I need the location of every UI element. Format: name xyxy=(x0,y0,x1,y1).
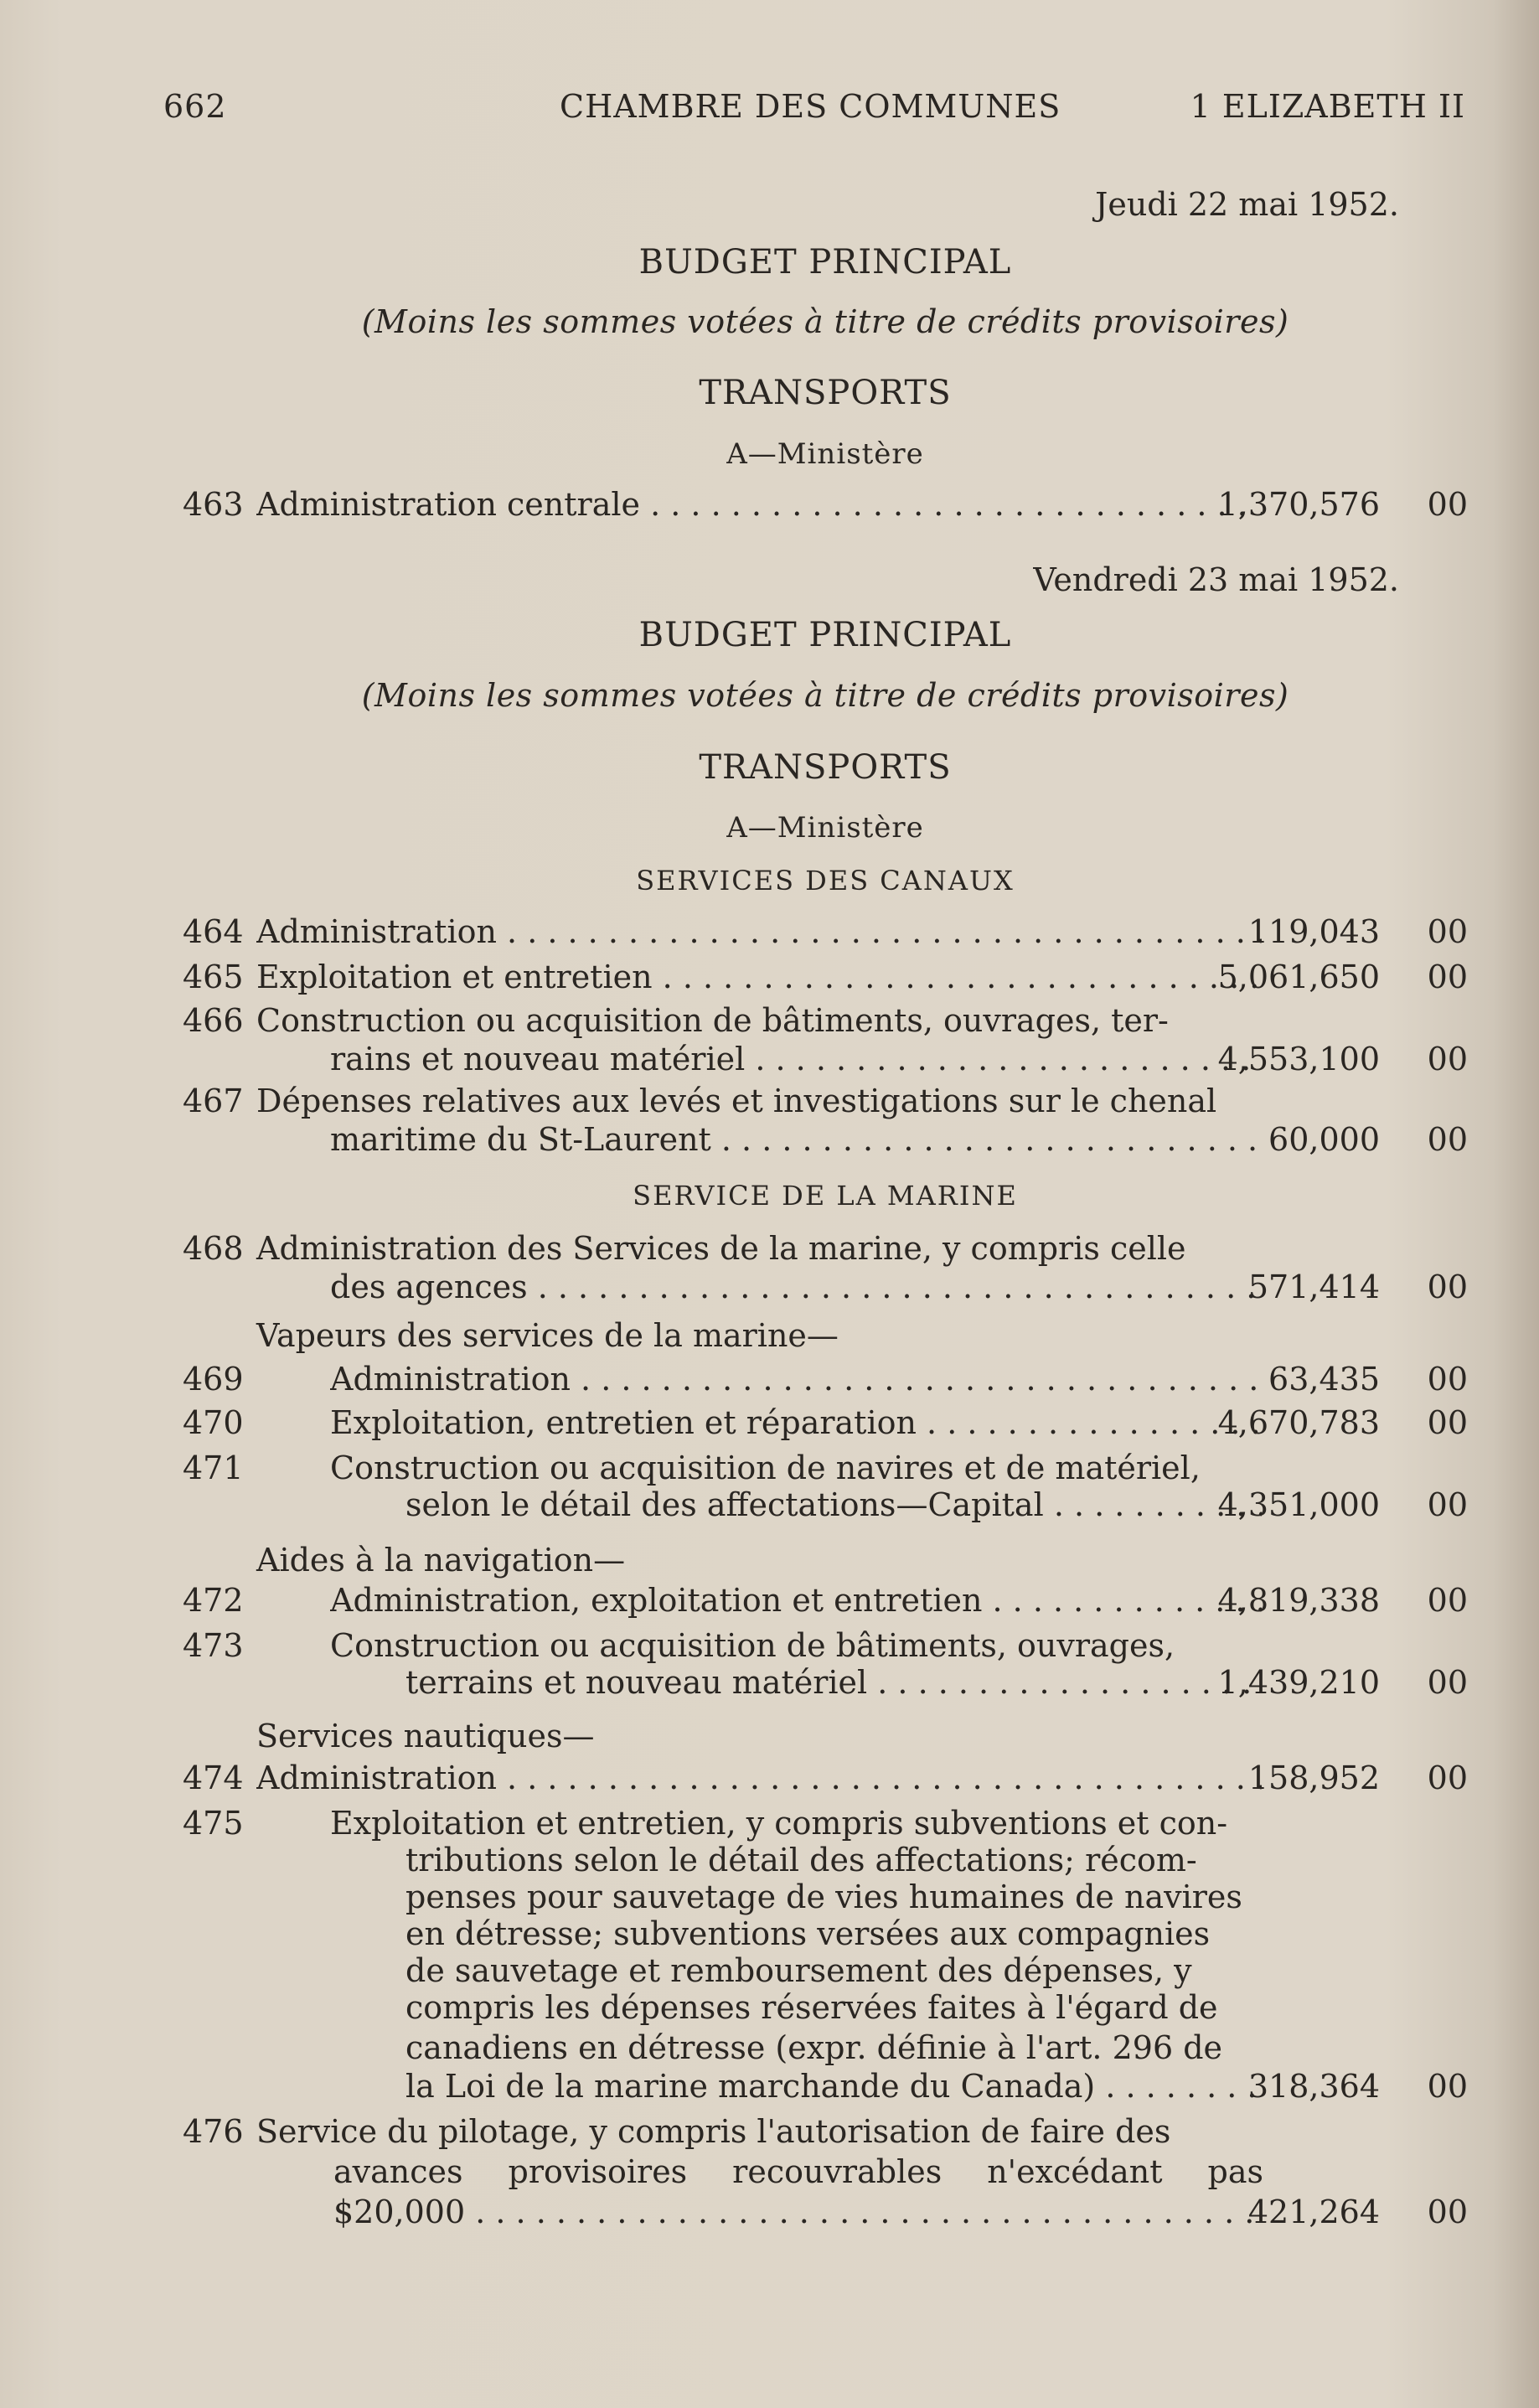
vote-number: 466 xyxy=(183,1002,244,1039)
vote-476-cont xyxy=(183,2192,1468,2232)
vote-cents: 00 xyxy=(1427,1041,1468,1077)
vote-text: Administration . . . xyxy=(330,1359,1262,1399)
vote-text-line: maritime du St-Laurent . . . xyxy=(330,1119,1262,1160)
page-number: 662 xyxy=(163,88,227,125)
vote-474 xyxy=(183,1758,1468,1798)
service-marine-heading: SERVICE DE LA MARINE xyxy=(633,1180,1018,1212)
vote-cents: 00 xyxy=(1427,913,1468,950)
vote-text-line: Construction ou acquisition de bâtiments, ouvrages, xyxy=(330,1627,1175,1664)
vote-text-line: la Loi de la marine marchande du Canada) . . . xyxy=(405,2066,1262,2106)
heading-budget-day2: BUDGET PRINCIPAL xyxy=(638,616,1012,654)
vote-amount: 571,414 xyxy=(1247,1269,1380,1305)
vote-cents: 00 xyxy=(1427,1121,1468,1158)
vote-text: Exploitation, entretien et réparation . . . xyxy=(330,1403,1262,1443)
vote-amount: 1,439,210 xyxy=(1217,1664,1380,1701)
vote-amount: 4,670,783 xyxy=(1217,1404,1380,1441)
vote-473-cont xyxy=(183,1662,1468,1703)
vote-text-line: selon le détail des affectations—Capital . . . xyxy=(405,1485,1262,1525)
vote-cents: 00 xyxy=(1427,1361,1468,1398)
vote-amount: 421,264 xyxy=(1247,2194,1380,2230)
date-day1: Jeudi 22 mai 1952. xyxy=(1095,186,1399,223)
vote-472 xyxy=(183,1580,1468,1620)
vote-amount: 318,364 xyxy=(1247,2068,1380,2105)
vote-amount: 4,351,000 xyxy=(1217,1486,1380,1523)
vote-cents: 00 xyxy=(1427,1269,1468,1305)
vote-number: 476 xyxy=(183,2113,244,2150)
vote-466 xyxy=(183,1000,1468,1041)
vote-473 xyxy=(183,1625,1468,1666)
vote-471 xyxy=(183,1448,1468,1488)
vote-cents: 00 xyxy=(1427,2068,1468,2105)
vote-amount: 60,000 xyxy=(1268,1121,1380,1158)
vote-number: 475 xyxy=(183,1805,244,1842)
vote-text: Administration centrale . . . xyxy=(256,484,1262,524)
heading-budget-day1: BUDGET PRINCIPAL xyxy=(638,243,1012,282)
vote-465 xyxy=(183,957,1468,997)
vote-text-line: terrains et nouveau matériel . . . xyxy=(405,1662,1262,1703)
vote-469 xyxy=(183,1359,1468,1399)
vote-463 xyxy=(183,484,1468,524)
services-canaux-heading: SERVICES DES CANAUX xyxy=(636,865,1015,897)
vote-text: Exploitation et entretien . . . xyxy=(256,957,1262,997)
vote-number: 470 xyxy=(183,1404,244,1441)
vote-475-cont xyxy=(183,2066,1468,2106)
vote-text-line: compris les dépenses réservées faites à l'égard de xyxy=(405,1989,1218,2026)
subheading-day1: (Moins les sommes votées à titre de crédits provisoires) xyxy=(361,303,1289,340)
vote-467-cont xyxy=(183,1119,1468,1160)
department-day1: TRANSPORTS xyxy=(699,374,952,412)
section-day2: A—Ministère xyxy=(726,811,924,845)
vote-text: Administration . . . xyxy=(256,1758,1262,1798)
vote-text-line: avances provisoires recouvrables n'excédant pas xyxy=(333,2153,1263,2190)
department-day2: TRANSPORTS xyxy=(699,748,952,787)
vote-text: Administration, exploitation et entretien . . . xyxy=(330,1580,1262,1620)
vote-amount: 5,061,650 xyxy=(1217,959,1380,995)
aides-label: Aides à la navigation— xyxy=(256,1542,626,1579)
vote-cents: 00 xyxy=(1427,1582,1468,1619)
vote-467 xyxy=(183,1081,1468,1121)
vote-text-line: en détresse; subventions versées aux compagnies xyxy=(405,1915,1211,1952)
vote-text: Administration . . . xyxy=(256,912,1262,952)
vote-cents: 00 xyxy=(1427,486,1468,523)
vote-number: 469 xyxy=(183,1361,244,1398)
nautiques-label: Services nautiques— xyxy=(256,1718,595,1754)
vote-466-cont xyxy=(183,1039,1468,1079)
vote-amount: 1,370,576 xyxy=(1217,486,1380,523)
vote-text-line: des agences . . . xyxy=(330,1267,1262,1307)
vote-cents: 00 xyxy=(1427,1486,1468,1523)
vote-text-line: Administration des Services de la marine, y compris celle xyxy=(256,1230,1186,1267)
vote-number: 468 xyxy=(183,1230,244,1267)
vote-475 xyxy=(183,1803,1468,1843)
vapeurs-label: Vapeurs des services de la marine— xyxy=(256,1317,839,1354)
vote-text-line: Exploitation et entretien, y compris subventions et con- xyxy=(330,1805,1228,1842)
vote-text-line: rains et nouveau matériel . . . xyxy=(330,1039,1262,1079)
vote-amount: 158,952 xyxy=(1247,1759,1380,1796)
vote-text-line: de sauvetage et remboursement des dépenses, y xyxy=(405,1952,1192,1989)
vote-text-line: Dépenses relatives aux levés et investigations sur le chenal xyxy=(256,1083,1217,1119)
vote-text-line: Construction ou acquisition de bâtiments, ouvrages, ter- xyxy=(256,1002,1169,1039)
vote-cents: 00 xyxy=(1427,1759,1468,1796)
vote-text-line: tributions selon le détail des affectations; récom- xyxy=(405,1842,1197,1878)
vote-number: 467 xyxy=(183,1083,244,1119)
vote-number: 474 xyxy=(183,1759,244,1796)
vote-468-cont xyxy=(183,1267,1468,1307)
vote-470 xyxy=(183,1403,1468,1443)
vote-number: 465 xyxy=(183,959,244,995)
vote-amount: 119,043 xyxy=(1247,913,1380,950)
vote-amount: 4,819,338 xyxy=(1217,1582,1380,1619)
vote-number: 472 xyxy=(183,1582,244,1619)
vote-text-line: penses pour sauvetage de vies humaines de navires xyxy=(405,1878,1242,1915)
vote-cents: 00 xyxy=(1427,1664,1468,1701)
vote-cents: 00 xyxy=(1427,1404,1468,1441)
vote-cents: 00 xyxy=(1427,2194,1468,2230)
vote-text-line: canadiens en détresse (expr. définie à l'art. 296 de xyxy=(405,2029,1223,2066)
vote-464 xyxy=(183,912,1468,952)
running-header xyxy=(0,88,1539,138)
vote-471-cont xyxy=(183,1485,1468,1525)
vote-number: 464 xyxy=(183,913,244,950)
vote-476 xyxy=(183,2111,1468,2152)
section-day1: A—Ministère xyxy=(726,437,924,471)
vote-amount: 4,553,100 xyxy=(1217,1041,1380,1077)
vote-text-line: Service du pilotage, y compris l'autorisation de faire des xyxy=(256,2113,1171,2150)
subheading-day2: (Moins les sommes votées à titre de crédits provisoires) xyxy=(361,677,1289,714)
date-day2: Vendredi 23 mai 1952. xyxy=(1033,561,1399,598)
vote-number: 473 xyxy=(183,1627,244,1664)
vote-number: 463 xyxy=(183,486,244,523)
vote-text-line: Construction ou acquisition de navires et de matériel, xyxy=(330,1449,1201,1486)
vote-cents: 00 xyxy=(1427,959,1468,995)
vote-468 xyxy=(183,1228,1468,1269)
vote-number: 471 xyxy=(183,1449,244,1486)
vote-text-line: $20,000 . . . xyxy=(333,2192,1262,2232)
header-session: 1 ELIZABETH II xyxy=(1190,88,1465,125)
header-title: CHAMBRE DES COMMUNES xyxy=(560,88,1061,125)
vote-amount: 63,435 xyxy=(1268,1361,1380,1398)
